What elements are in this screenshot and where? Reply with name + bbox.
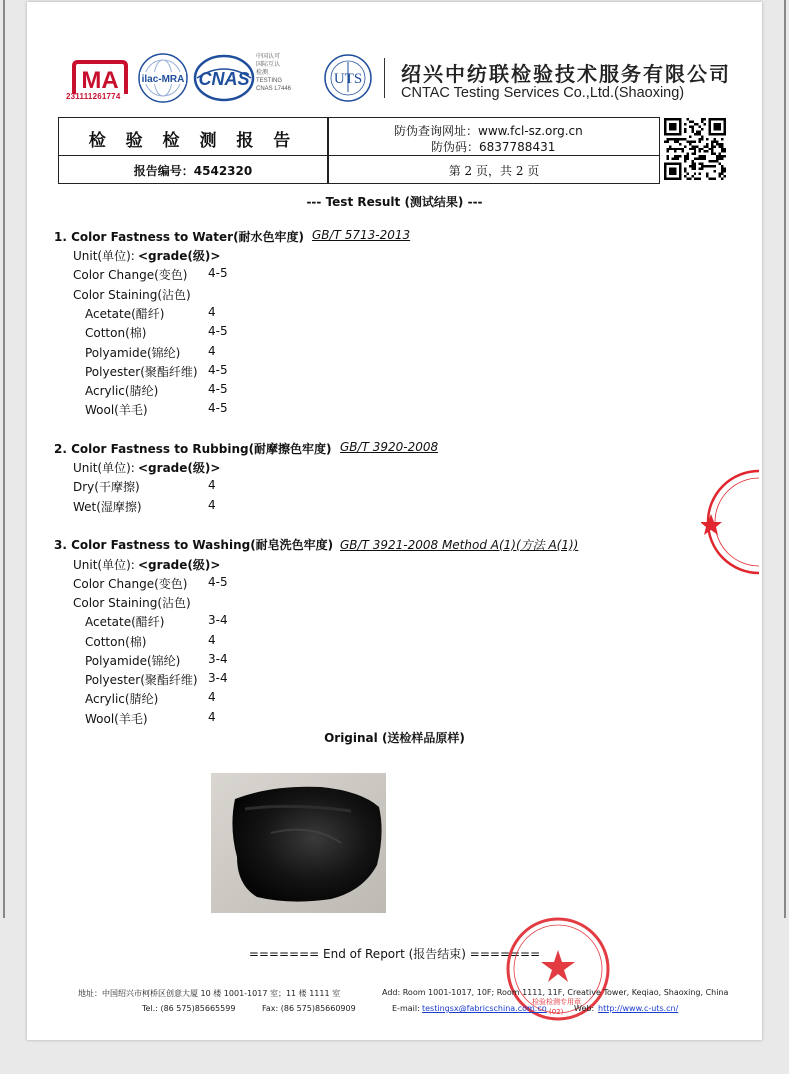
test-1-row-label: Polyester(聚酯纤维) (85, 365, 198, 379)
web-link-text[interactable]: http://www.c-uts.cn/ (598, 1004, 679, 1013)
test-1-unit-label: Unit(单位): (73, 249, 135, 263)
logo-divider (384, 58, 385, 98)
test-3-row-label: Polyamide(锦纶) (85, 654, 181, 668)
test-3-row-value: 4-5 (208, 575, 228, 589)
cma-code: 231111261774 (66, 92, 121, 101)
verify-website: 防伪查询网址：www.fcl-sz.org.cn (394, 124, 583, 138)
company-name-cn: 绍兴中纺联检验技术服务有限公司 (401, 62, 731, 86)
page-number: 第 2 页，共 2 页 (448, 164, 540, 178)
cnas-line: TESTING (256, 78, 283, 84)
test-1-row-value: 4-5 (208, 266, 228, 280)
svg-text:ilac-MRA: ilac-MRA (141, 74, 185, 85)
email-link-text[interactable]: testingsx@fabricschina.com.cn (422, 1004, 547, 1013)
test-3-row-label: Color Change(变色) (73, 577, 188, 591)
footer-address-cn: 地址：中国绍兴市柯桥区创意大厦 10 楼 1001-1017 室；11 楼 1111 室 (78, 989, 341, 998)
ilac-mra-logo-icon (137, 52, 189, 104)
footer-address-en: Add: Room 1001-1017, 10F; Room 1111, 11F, Creative Tower, Keqiao, Shaoxing, China (382, 988, 729, 997)
test-3-unit-value: <grade(级)> (138, 558, 221, 572)
test-2-unit-label: Unit(单位): (73, 461, 135, 475)
test-1-row-label: Wool(羊毛) (85, 403, 148, 417)
original-sample-label: Original (送检样品原样) (324, 731, 465, 745)
test-3-row-value: 4 (208, 710, 216, 724)
test-2-standard: GB/T 3920-2008 (340, 440, 439, 454)
test-3-row-label: Acetate(醋纤) (85, 615, 165, 629)
cnas-text-block (256, 53, 291, 93)
test-1-row-label: Color Change(变色) (73, 268, 188, 282)
header-divider (327, 118, 329, 183)
test-1-unit-value: <grade(级)> (138, 249, 221, 263)
stamp-sub: 检验检测专用章 (532, 998, 581, 1006)
cnas-line: 中国认可 (256, 54, 281, 60)
test-3-row-value: 3-4 (208, 613, 228, 627)
report-number: 报告编号：4542320 (133, 164, 253, 178)
header-row-2 (59, 156, 659, 183)
test-2-row-label: Dry(干摩擦) (73, 480, 140, 494)
right-frame-line (784, 0, 786, 918)
qr-code-icon (664, 118, 726, 180)
test-1-row-label: Polyamide(锦纶) (85, 346, 181, 360)
cnas-logo-icon (193, 52, 255, 104)
company-name-en: CNTAC Testing Services Co.,Ltd.(Shaoxing) (401, 85, 685, 101)
svg-text:CNAS: CNAS (198, 69, 250, 89)
test-1-row-label: Color Staining(沾色) (73, 288, 191, 302)
stamp-num: (02) (549, 1008, 564, 1016)
section-title: --- Test Result (测试结果) --- (306, 195, 483, 209)
test-1-row-value: 4-5 (208, 401, 228, 415)
test-1-title: 1. Color Fastness to Water(耐水色牢度) (54, 230, 305, 244)
test-3-row-value: 4 (208, 633, 216, 647)
test-1-standard: GB/T 5713-2013 (312, 228, 411, 242)
report-title: 检 验 检 测 报 告 (88, 131, 298, 151)
footer-tel: Tel.: (86 575)85665599 (142, 1004, 236, 1013)
side-stamp-icon (701, 468, 759, 576)
test-1-row-label: Cotton(棉) (85, 326, 147, 340)
test-1-row-label: Acetate(醋纤) (85, 307, 165, 321)
cnas-line: CNAS L7446 (256, 86, 292, 92)
test-3-row-label: Acrylic(腈纶) (85, 692, 159, 706)
footer-fax: Fax: (86 575)85660909 (262, 1004, 356, 1013)
cnas-line: 检测 (256, 70, 269, 76)
test-2-row-value: 4 (208, 478, 216, 492)
test-3-row-label: Color Staining(沾色) (73, 596, 191, 610)
footer-web-link[interactable] (598, 1004, 678, 1013)
test-1-row-value: 4-5 (208, 324, 228, 338)
test-3-row-label: Polyester(聚酯纤维) (85, 673, 198, 687)
test-2-row-label: Wet(湿摩擦) (73, 500, 142, 514)
test-3-unit-label: Unit(单位): (73, 558, 135, 572)
svg-text:MA: MA (81, 67, 119, 94)
test-1-row-value: 4 (208, 344, 216, 358)
footer-email-link[interactable] (422, 1004, 547, 1013)
test-3-row-value: 4 (208, 690, 216, 704)
footer-web-label: Web: (574, 1004, 595, 1013)
end-of-report: ======= End of Report (报告结束) ======= (248, 947, 541, 961)
test-1-row-value: 4 (208, 305, 216, 319)
left-frame-line (3, 0, 5, 918)
sample-photo (211, 773, 386, 913)
test-3-row-value: 3-4 (208, 671, 228, 685)
test-3-row-label: Cotton(棉) (85, 635, 147, 649)
cnas-line: 国际互认 (256, 62, 281, 68)
test-2-row-value: 4 (208, 498, 216, 512)
header-row-1 (59, 118, 659, 156)
test-3-title: 3. Color Fastness to Washing(耐皂洗色牢度) (54, 538, 334, 552)
svg-text:UTS: UTS (333, 71, 363, 87)
test-3-standard: GB/T 3921-2008 Method A(1)(方法 A(1)) (340, 538, 579, 552)
test-3-row-value: 3-4 (208, 652, 228, 666)
test-1-row-value: 4-5 (208, 363, 228, 377)
test-2-title: 2. Color Fastness to Rubbing(耐摩擦色牢度) (54, 442, 332, 456)
test-3-row-label: Wool(羊毛) (85, 712, 148, 726)
test-1-row-label: Acrylic(腈纶) (85, 384, 159, 398)
test-2-unit-value: <grade(级)> (138, 461, 221, 475)
uts-logo-icon (322, 52, 374, 104)
test-1-row-value: 4-5 (208, 382, 228, 396)
report-header-table (58, 117, 660, 184)
verify-code: 防伪码：6837788431 (431, 140, 556, 154)
footer-email-label: E-mail: (392, 1004, 420, 1013)
